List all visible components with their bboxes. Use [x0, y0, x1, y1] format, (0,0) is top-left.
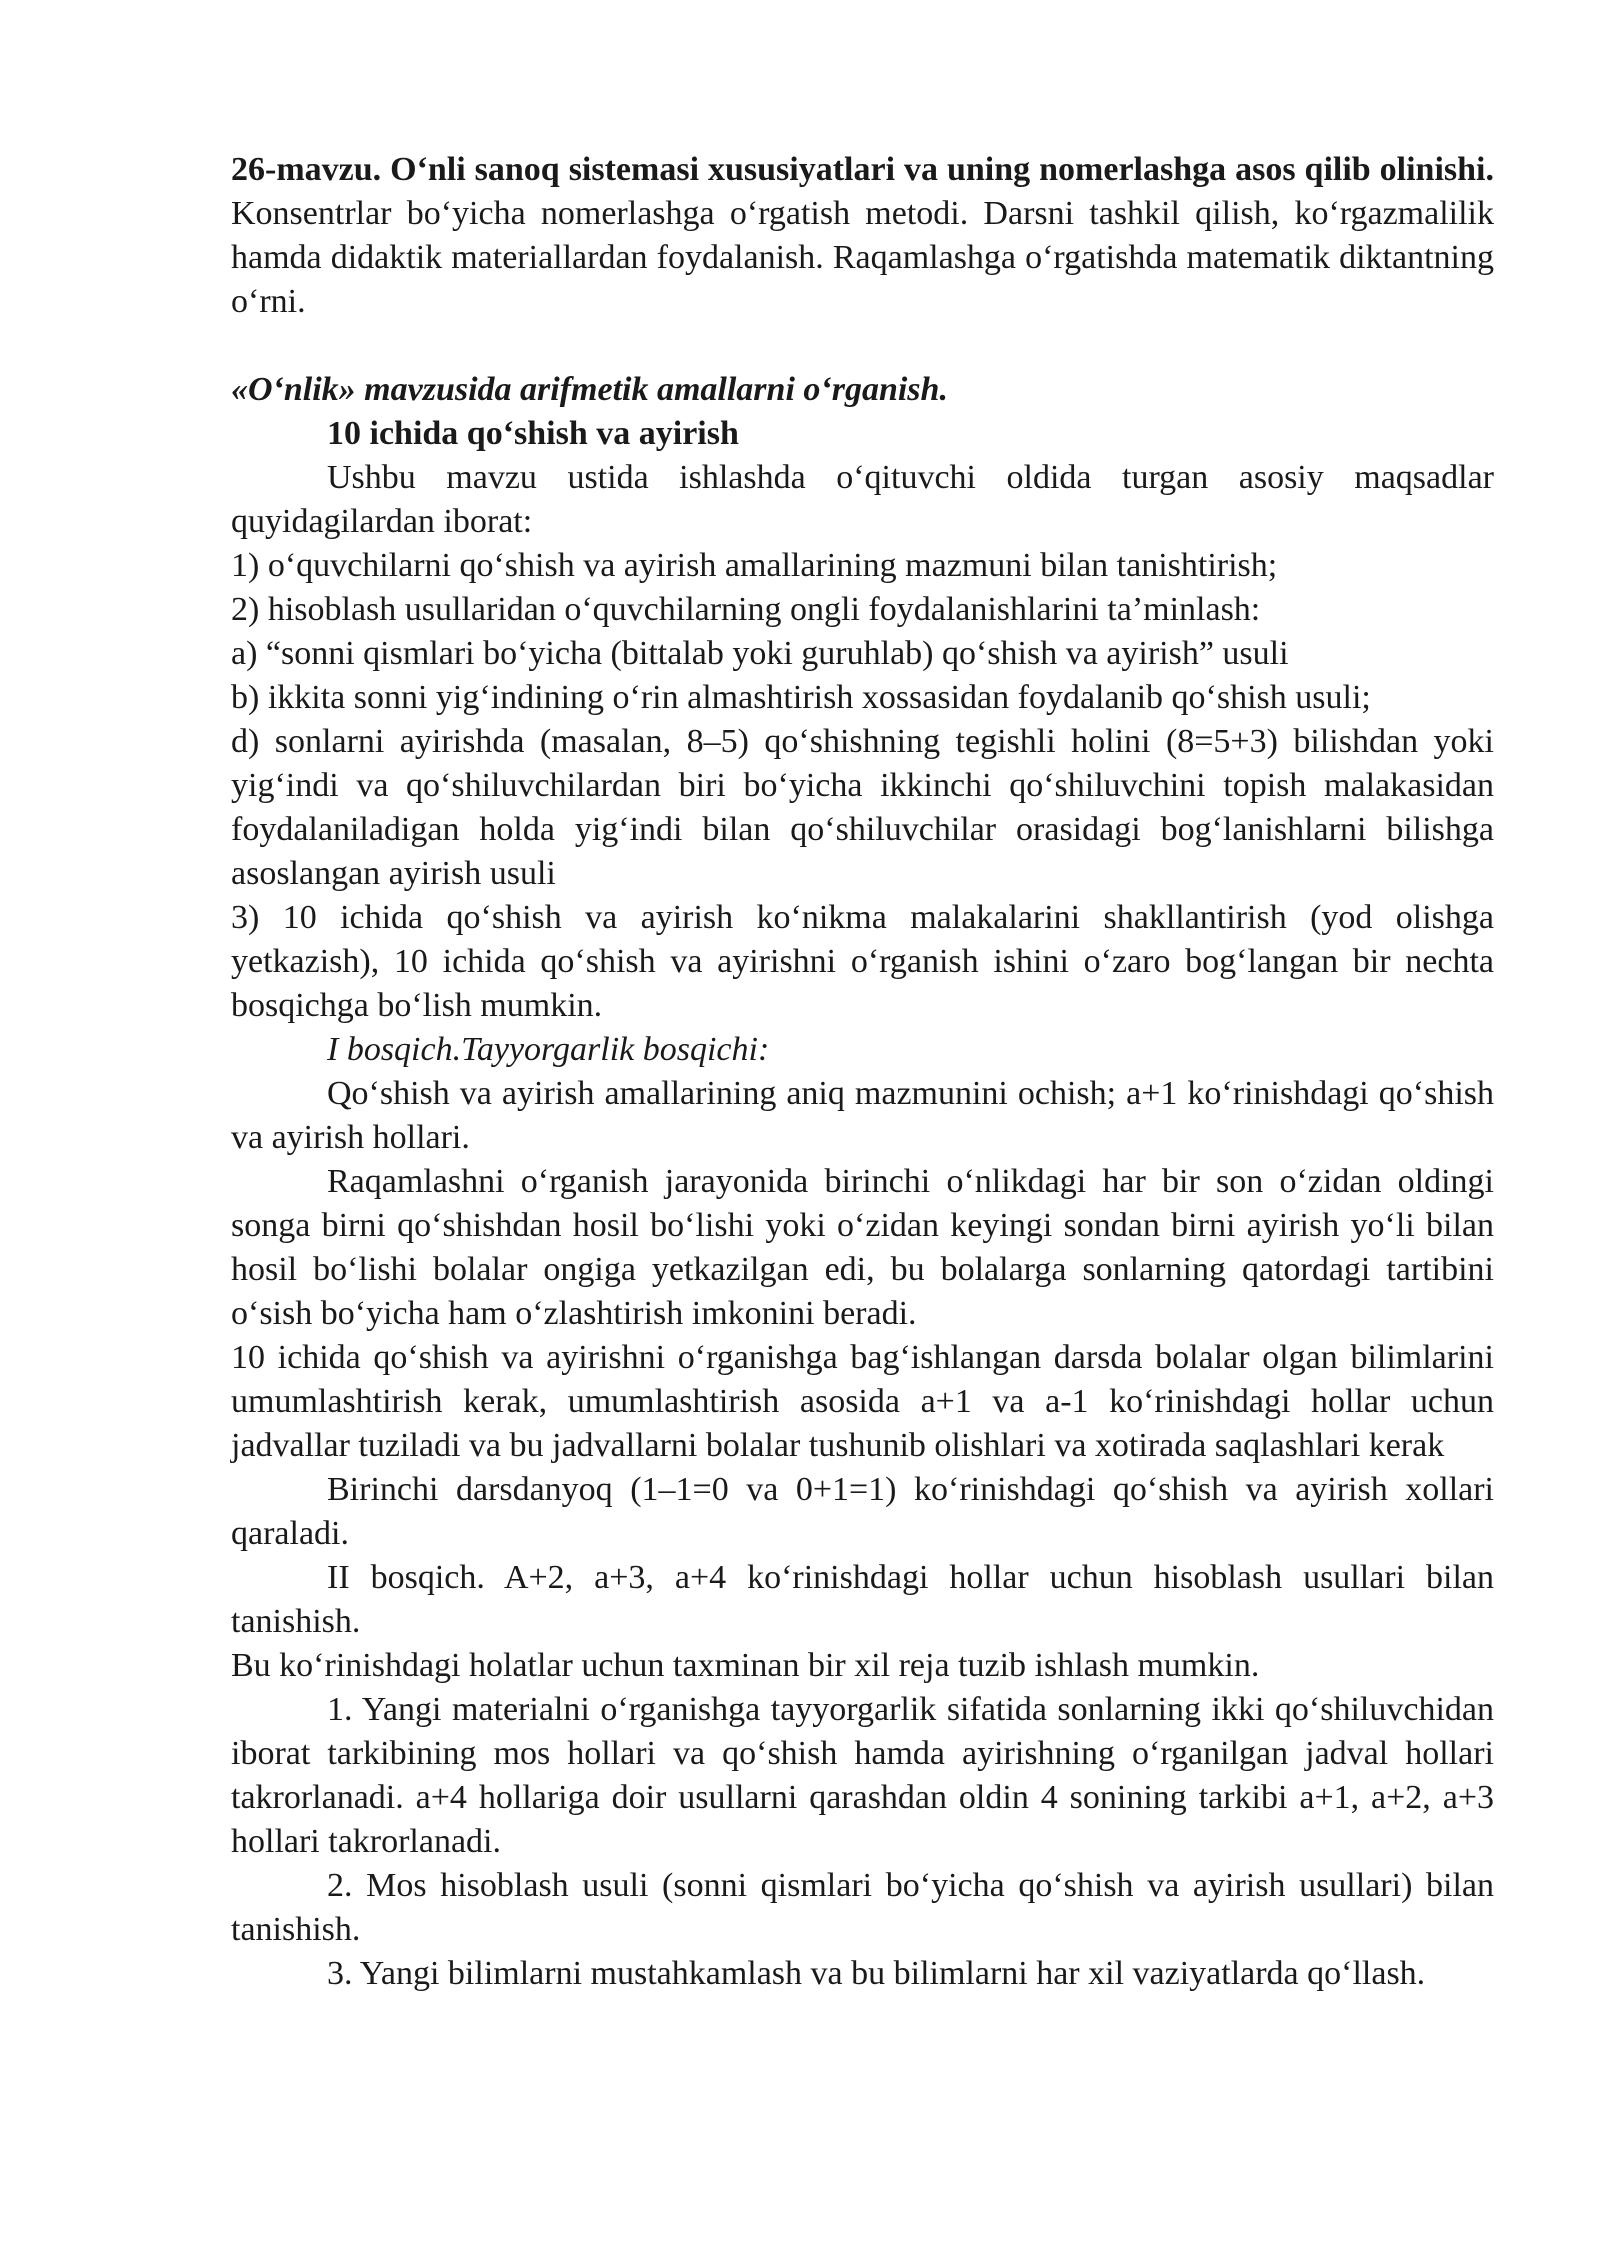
- blank-line: [231, 324, 1494, 368]
- document-page: [231, 148, 1494, 1996]
- goal-2b: b) ikkita sonni yig‘indining o‘rin almashtirish xossasidan foydalanib qo‘shish usuli;: [231, 679, 1371, 716]
- step-1: 1. Yangi materialni o‘rganishga tayyorgarlik sifatida sonlarning ikki qo‘shiluvchidan iborat tarkibining mos hollari va qo‘shish hamda ayirishning o‘rganilgan jadval hollari takrorlanadi. a+4 hollariga doir usullarni qarashdan oldin 4 sonining tarkibi a+1, a+2, a+3 hollari takrorlanadi.: [231, 1691, 1494, 1860]
- topic-rest: Konsentrlar bo‘yicha nomerlashga o‘rgatish metodi. Darsni tashkil qilish, ko‘rgazmalilik hamda didaktik materiallardan foydalanish. Raqamlashga o‘rgatishda matematik diktantning o‘rni.: [231, 195, 1494, 320]
- stage-1-heading: I bosqich.Tayyorgarlik bosqichi:: [327, 1031, 770, 1068]
- topic-title: 26-mavzu. O‘nli sanoq sistemasi xususiyatlari va uning nomerlashga asos qilib olinishi.: [231, 151, 1494, 188]
- topic-paragraph: [231, 148, 1494, 324]
- goal-2a: a) “sonni qismlari bo‘yicha (bittalab yoki guruhlab) qo‘shish va ayirish” usuli: [231, 635, 1289, 672]
- section-heading: «O‘nlik» mavzusida arifmetik amallarni o‘rganish.: [231, 371, 948, 408]
- stage-2-heading: II bosqich. A+2, a+3, a+4 ko‘rinishdagi hollar uchun hisoblash usullari bilan tanishish.: [231, 1559, 1494, 1640]
- stage-2-paragraph: Bu ko‘rinishdagi holatlar uchun taxminan bir xil reja tuzib ishlash mumkin.: [231, 1647, 1260, 1684]
- step-3: 3. Yangi bilimlarni mustahkamlash va bu bilimlarni har xil vaziyatlarda qo‘llash.: [327, 1955, 1426, 1992]
- stage-1-paragraph: 10 ichida qo‘shish va ayirishni o‘rganishga bag‘ishlangan darsda bolalar olgan bilimlarini umumlashtirish kerak, umumlashtirish asosida a+1 va a-1 ko‘rinishdagi hollar uchun jadvallar tuziladi va bu jadvallarni bolalar tushunib olishlari va xotirada saqlashlari kerak: [231, 1339, 1494, 1464]
- goal-2: 2) hisoblash usullaridan o‘quvchilarning ongli foydalanishlarini ta’minlash:: [231, 591, 1261, 628]
- goal-1: 1) o‘quvchilarni qo‘shish va ayirish amallarining mazmuni bilan tanishtirish;: [231, 547, 1278, 584]
- stage-1-paragraph: Raqamlashni o‘rganish jarayonida birinchi o‘nlikdagi har bir son o‘zidan oldingi songa birni qo‘shishdan hosil bo‘lishi yoki o‘zidan keyingi sondan birni ayirish yo‘li bilan hosil bo‘lishi bolalar ongiga yetkazilgan edi, bu bolalarga sonlarning qatordagi tartibini o‘sish bo‘yicha ham o‘zlashtirish imkonini beradi.: [231, 1163, 1494, 1332]
- goal-3: 3) 10 ichida qo‘shish va ayirish ko‘nikma malakalarini shakllantirish (yod olishga yetkazish), 10 ichida qo‘shish va ayirishni o‘rganish ishini o‘zaro bog‘langan bir nechta bosqichga bo‘lish mumkin.: [231, 899, 1494, 1024]
- stage-1-paragraph: Qo‘shish va ayirish amallarining aniq mazmunini ochish; a+1 ko‘rinishdagi qo‘shish va ayirish hollari.: [231, 1075, 1494, 1156]
- goal-2d: d) sonlarni ayirishda (masalan, 8–5) qo‘shishning tegishli holini (8=5+3) bilishdan yoki yig‘indi va qo‘shiluvchilardan biri bo‘yicha ikkinchi qo‘shiluvchini topish malakasidan foydalaniladigan holda yig‘indi bilan qo‘shiluvchilar orasidagi bog‘lanishlarni bilishga asoslangan ayirish usuli: [231, 723, 1494, 892]
- intro-paragraph: Ushbu mavzu ustida ishlashda o‘qituvchi oldida turgan asosiy maqsadlar quyidagilardan iborat:: [231, 459, 1494, 540]
- step-2: 2. Mos hisoblash usuli (sonni qismlari bo‘yicha qo‘shish va ayirish usullari) bilan tanishish.: [231, 1867, 1494, 1948]
- subheading: 10 ichida qo‘shish va ayirish: [327, 415, 739, 452]
- stage-1-paragraph: Birinchi darsdanyoq (1–1=0 va 0+1=1) ko‘rinishdagi qo‘shish va ayirish xollari qaraladi.: [231, 1471, 1494, 1552]
